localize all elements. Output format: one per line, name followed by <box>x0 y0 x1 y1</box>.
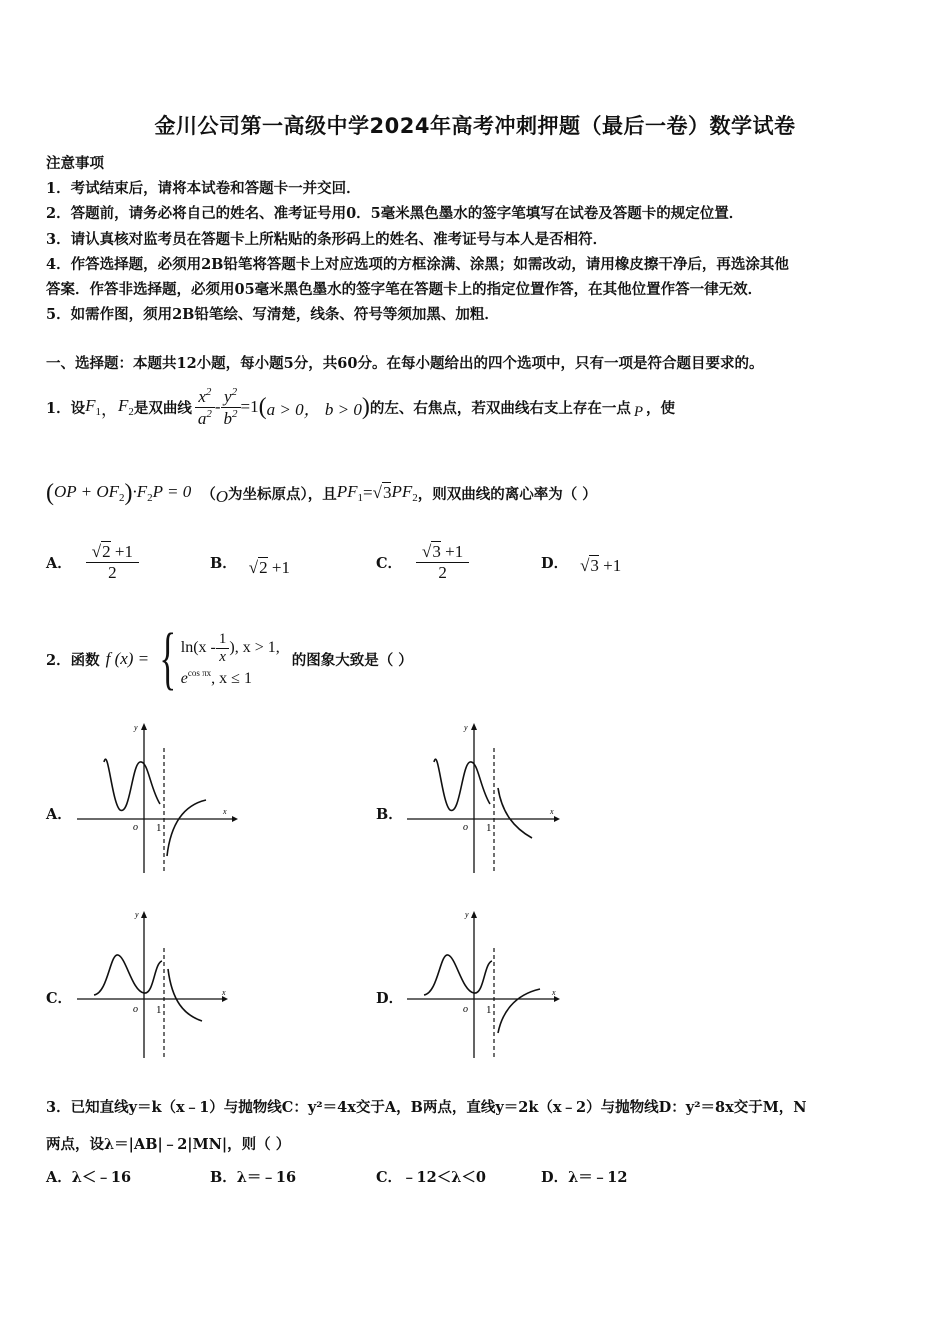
q2-graph-d[interactable] <box>402 903 572 1063</box>
q1-eq2: = <box>363 483 373 502</box>
q1-option-a-value: $\frac{√2 +1}{2}$ <box>86 542 139 583</box>
q1-minus: - <box>214 397 221 416</box>
q2-brace: { <box>159 620 177 697</box>
y-axis-arrow-icon <box>141 723 147 730</box>
q1-pf2: $PF_2$ <box>391 482 418 504</box>
y-label: y <box>134 723 138 732</box>
curve-right <box>498 788 532 838</box>
q2-text: 的图象大致是（ ） <box>291 651 413 669</box>
q1-text-4: （ <box>201 485 216 503</box>
curve-right <box>167 800 206 856</box>
q2-case-2: $e^{cos \pi x}$, x ≤ 1 <box>180 667 252 687</box>
q2-number: 2．函数 <box>46 651 100 669</box>
tick-one-label: 1 <box>486 1004 492 1016</box>
q1-frac-y: $\frac{y^2}{b^2}$ <box>221 386 241 429</box>
x-axis-arrow-icon <box>232 816 238 822</box>
q3-option-d[interactable] <box>541 1166 627 1187</box>
question-3-stem: 3．已知直线y＝k（x﹣1）与抛物线C：y²＝4x交于A，B两点，直线y＝2k（x﹣2）与抛物线D：y²＝8x交于M，N <box>46 1099 807 1116</box>
q1-vector-expr: OP + $OF_2$ <box>54 482 125 504</box>
q1-text-2: 的左、右焦点，若双曲线右支上存在一点 <box>369 399 631 417</box>
notice-item-4-cont: 答案．作答非选择题，必须用05毫米黑色墨水的签字笔在答题卡上的指定位置作答，在其他位置作答一律无效． <box>46 281 763 298</box>
y-axis-arrow-icon <box>471 911 477 918</box>
curve-left <box>424 955 492 995</box>
y-axis-arrow-icon <box>471 723 477 730</box>
q1-option-d-value: √3 +1 <box>580 556 622 575</box>
q3-option-c-label: C． <box>376 1169 403 1186</box>
x-label: x <box>552 988 556 997</box>
q3-option-c-text: ﹣12＜λ＜0 <box>402 1169 486 1186</box>
q1-sqrt3: √3 <box>372 483 392 502</box>
q2-fx: f (x) = <box>105 649 150 668</box>
notice-item-3: 3．请认真核对监考员在答题卡上所粘贴的条形码上的姓名、准考证号与本人是否相符． <box>46 231 608 248</box>
q3-option-b-text: λ＝﹣16 <box>236 1169 297 1186</box>
q1-text-3: ，使 <box>646 399 676 417</box>
curve-right <box>498 989 540 1033</box>
q1-paren-close: ) <box>361 393 370 420</box>
question-1-stem <box>46 383 675 431</box>
origin-label: o <box>133 1004 138 1015</box>
curve-left <box>434 759 490 810</box>
q1-option-d-label: D． <box>541 554 569 572</box>
q2-graph-a[interactable] <box>72 718 242 878</box>
section-heading: 一、选择题：本题共12小题，每小题5分，共60分。在每小题给出的四个选项中，只有一项是符合题目要求的。 <box>46 355 764 372</box>
q2-case-1: ln(x - $\frac{1}{x}$ ), x > 1, <box>180 630 280 665</box>
y-label: y <box>464 723 468 732</box>
q1-f1: $F_1$ <box>85 396 101 418</box>
y-axis-arrow-icon <box>141 911 147 918</box>
x-label: x <box>223 807 227 816</box>
x-label: x <box>550 807 554 816</box>
q1-option-a[interactable] <box>46 535 139 589</box>
q1-frac-x: $\frac{x^2}{a^2}$ <box>195 386 215 429</box>
q1-option-a-label: A． <box>46 554 72 572</box>
q2-option-a-label[interactable]: A． <box>46 806 72 823</box>
q3-option-d-text: λ＝﹣12 <box>568 1169 628 1186</box>
x-axis-arrow-icon <box>554 816 560 822</box>
origin-label: o <box>463 822 468 833</box>
q2-graph-c[interactable] <box>72 903 242 1063</box>
notice-heading: 注意事项 <box>46 155 104 172</box>
notice-item-5: 5．如需作图，须用2B铅笔绘、写清楚，线条、符号等须加黑、加粗． <box>46 306 499 323</box>
q1-pf1: $PF_1$ <box>336 482 364 504</box>
y-label: y <box>135 910 139 919</box>
tick-one-label: 1 <box>486 822 492 834</box>
q3-option-b[interactable] <box>210 1166 296 1187</box>
q1-origin-o: O <box>215 487 228 506</box>
notice-item-1: 1．考试结束后，请将本试卷和答题卡一并交回． <box>46 180 361 197</box>
q1-number: 1．设 <box>46 399 86 417</box>
q3-option-c[interactable] <box>376 1166 486 1187</box>
q1-text-1: 是双曲线 <box>133 399 192 417</box>
q1-option-c-label: C． <box>376 554 403 572</box>
tick-one-label: 1 <box>156 822 162 834</box>
q3-option-a[interactable] <box>46 1166 131 1187</box>
y-label: y <box>465 910 469 919</box>
q1-vec-paren-open: ( <box>46 479 54 506</box>
q1-option-b[interactable] <box>210 535 290 589</box>
page-title: 金川公司第一高级中学2024年高考冲刺押题（最后一卷）数学试卷 <box>154 114 796 138</box>
q1-text-6: ，则双曲线的离心率为（ ） <box>417 485 597 503</box>
q1-paren-open: ( <box>258 393 267 420</box>
x-label: x <box>222 988 226 997</box>
q1-option-b-label: B． <box>210 554 237 572</box>
origin-label: o <box>463 1004 468 1015</box>
q1-comma: ， <box>100 399 118 419</box>
q1-vec-paren-close: ) <box>124 479 133 506</box>
curve-left <box>94 955 162 995</box>
q1-equals-one: =1 <box>240 397 259 416</box>
q1-option-c-value: $\frac{√3 +1}{2}$ <box>416 542 469 583</box>
origin-label: o <box>133 822 138 833</box>
q1-condition: a > 0， b > 0 <box>266 399 362 419</box>
q1-text-5: 为坐标原点），且 <box>227 485 337 503</box>
q3-option-a-text: λ＜﹣16 <box>71 1169 132 1186</box>
q1-option-d[interactable] <box>541 535 621 589</box>
q1-option-b-value: √2 +1 <box>248 558 290 577</box>
tick-one-label: 1 <box>156 1004 162 1016</box>
q2-option-c-label[interactable]: C． <box>46 990 73 1007</box>
q2-option-d-label[interactable]: D． <box>376 990 404 1007</box>
q3-option-a-label: A． <box>46 1169 72 1186</box>
notice-item-2: 2．答题前，请务必将自己的姓名、准考证号用0．5毫米黑色墨水的签字笔填写在试卷及答题卡的规定位置． <box>46 205 744 222</box>
q3-option-d-label: D． <box>541 1169 569 1186</box>
q1-option-c[interactable] <box>376 535 469 589</box>
curve-left <box>104 759 160 810</box>
question-3-stem-2: 两点，设λ＝|AB|﹣2|MN|，则（ ） <box>46 1136 291 1153</box>
q1-point-p: P <box>633 403 644 420</box>
q3-option-b-label: B． <box>210 1169 237 1186</box>
question-2-stem <box>46 618 413 700</box>
q1-dot-expr: $\cdot F_2P = 0$ <box>132 482 192 504</box>
q2-option-b-label[interactable]: B． <box>376 806 403 823</box>
curve-right <box>168 969 202 1021</box>
q1-f2: $F_2$ <box>117 396 134 418</box>
q2-cases <box>181 631 280 688</box>
q2-graph-b[interactable] <box>402 718 572 878</box>
question-1-stem-2 <box>46 476 597 510</box>
notice-item-4: 4．作答选择题，必须用2B铅笔将答题卡上对应选项的方框涂满、涂黑；如需改动，请用橡皮擦干净后，再选涂其他 <box>46 256 789 273</box>
